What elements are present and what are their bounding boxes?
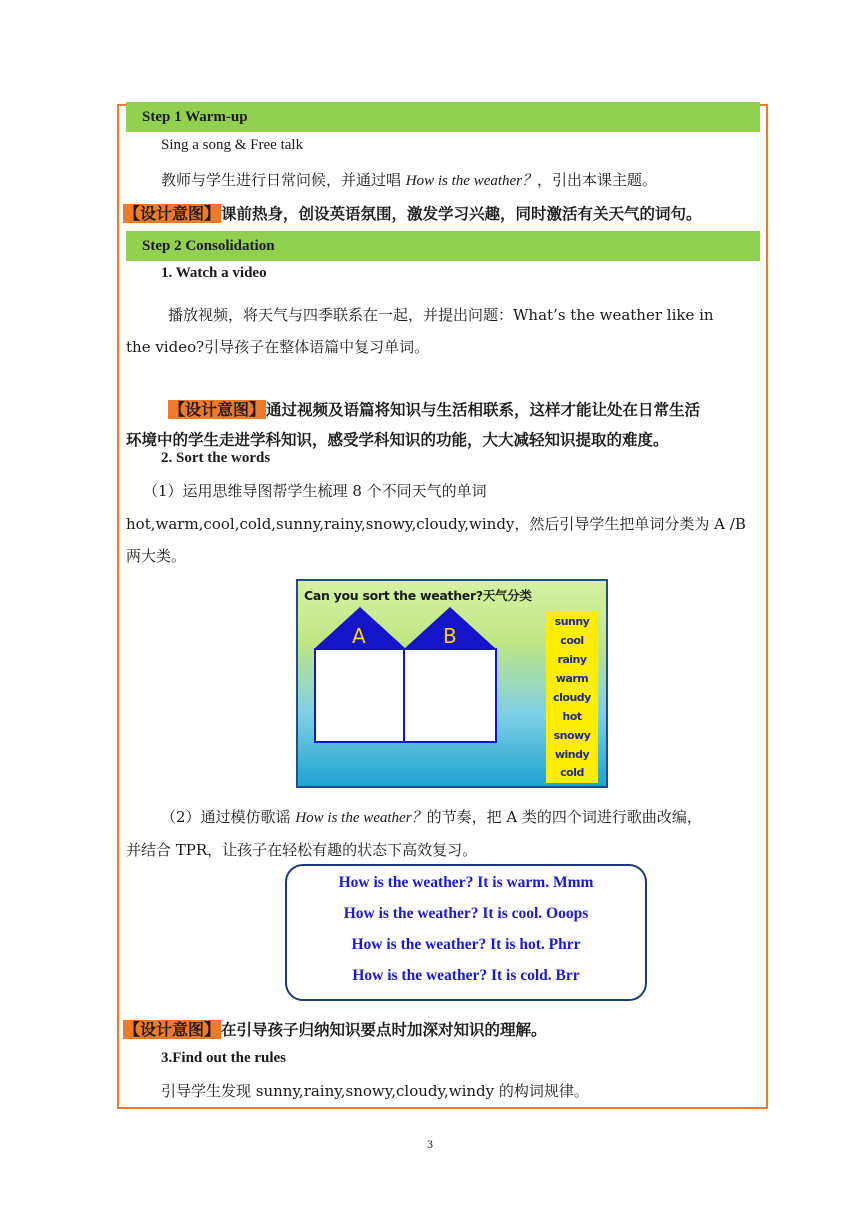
slide-title: Can you sort the weather?天气分类 [304, 588, 532, 603]
song-line: How is the weather? It is cold. Brr [352, 967, 580, 984]
word-item: rainy [557, 653, 587, 666]
step1-line2 [161, 169, 657, 190]
house-b-body [404, 649, 496, 742]
song-line: How is the weather? It is warm. Mmm [338, 874, 594, 891]
word-list-panel [546, 611, 598, 783]
step2-para1-line1: 播放视频，将天气与四季联系在一起，并提出问题：What’s the weather like in [168, 306, 714, 324]
word-item: warm [555, 672, 589, 685]
para3-song-title: How is the weather？ [295, 810, 427, 826]
word-item: cloudy [553, 691, 591, 704]
step1-intent [123, 201, 702, 224]
step2-para4: 引导学生发现 sunny,rainy,snowy,cloudy,windy 的构词规律。 [161, 1082, 589, 1100]
song-line: How is the weather? It is hot. Phrr [351, 936, 581, 953]
word-item: sunny [554, 615, 590, 628]
word-item: hot [562, 710, 582, 723]
step1-line2-post: ，引出本课主题。 [537, 171, 658, 189]
para3-pre: （2）通过模仿歌谣 [161, 808, 296, 826]
step2-para1-line2: the video?引导孩子在整体语篇中复习单词。 [126, 338, 430, 356]
word-item: cold [560, 766, 584, 779]
house-a-label: A [352, 624, 366, 648]
sort-weather-slide [296, 579, 608, 788]
intent-tag: 【设计意图】 [124, 1020, 221, 1039]
para3-post: 的节奏，把 A 类的四个词进行歌曲改编， [426, 808, 702, 826]
song-box [285, 864, 647, 1001]
house-b-label: B [443, 624, 457, 648]
page-number: 3 [427, 1137, 433, 1151]
step2-para3-line1 [161, 806, 702, 827]
intent-text: 在引导孩子归纳知识要点时加深对知识的理解。 [221, 1021, 547, 1039]
step2-para2-line2: hot,warm,cool,cold,sunny,rainy,snowy,cloudy,windy，然后引导学生把单词分类为 A /B [126, 515, 746, 533]
step2-sub1: 1. Watch a video [161, 265, 267, 281]
step2-intent-line1 [168, 397, 700, 420]
song-line: How is the weather? It is cool. Ooops [343, 905, 589, 922]
step2-para2-line1: （1）运用思维导图帮学生梳理 8 个不同天气的单词 [143, 482, 487, 500]
step2-header: Step 2 Consolidation [126, 231, 760, 261]
step2-para3-line2: 并结合 TPR，让孩子在轻松有趣的状态下高效复习。 [126, 841, 478, 859]
step2-intent-line2: 环境中的学生走进学科知识，感受学科知识的功能，大大减轻知识提取的难度。 [126, 431, 669, 449]
step1-song-title: How is the weather？ [405, 173, 538, 189]
step2-sub2: 2. Sort the words [161, 450, 271, 466]
step2-para2-line3: 两大类。 [126, 547, 187, 565]
step1-line1: Sing a song & Free talk [161, 137, 304, 153]
step2-sub3: 3.Find out the rules [161, 1050, 287, 1066]
intent-tag: 【设计意图】 [124, 204, 221, 223]
word-item: windy [554, 748, 590, 761]
intent-tag: 【设计意图】 [169, 400, 266, 419]
step1-line2-pre: 教师与学生进行日常问候，并通过唱 [161, 171, 406, 189]
intent-text: 通过视频及语篇将知识与生活相联系，这样才能让处在日常生活 [266, 401, 701, 419]
house-a-body [315, 649, 404, 742]
intent-text: 课前热身，创设英语氛围，激发学习兴趣，同时激活有关天气的词句。 [221, 205, 702, 223]
step1-header: Step 1 Warm-up [126, 102, 760, 132]
word-item: snowy [553, 729, 591, 742]
step2-intent3 [123, 1017, 547, 1040]
word-item: cool [560, 634, 584, 647]
